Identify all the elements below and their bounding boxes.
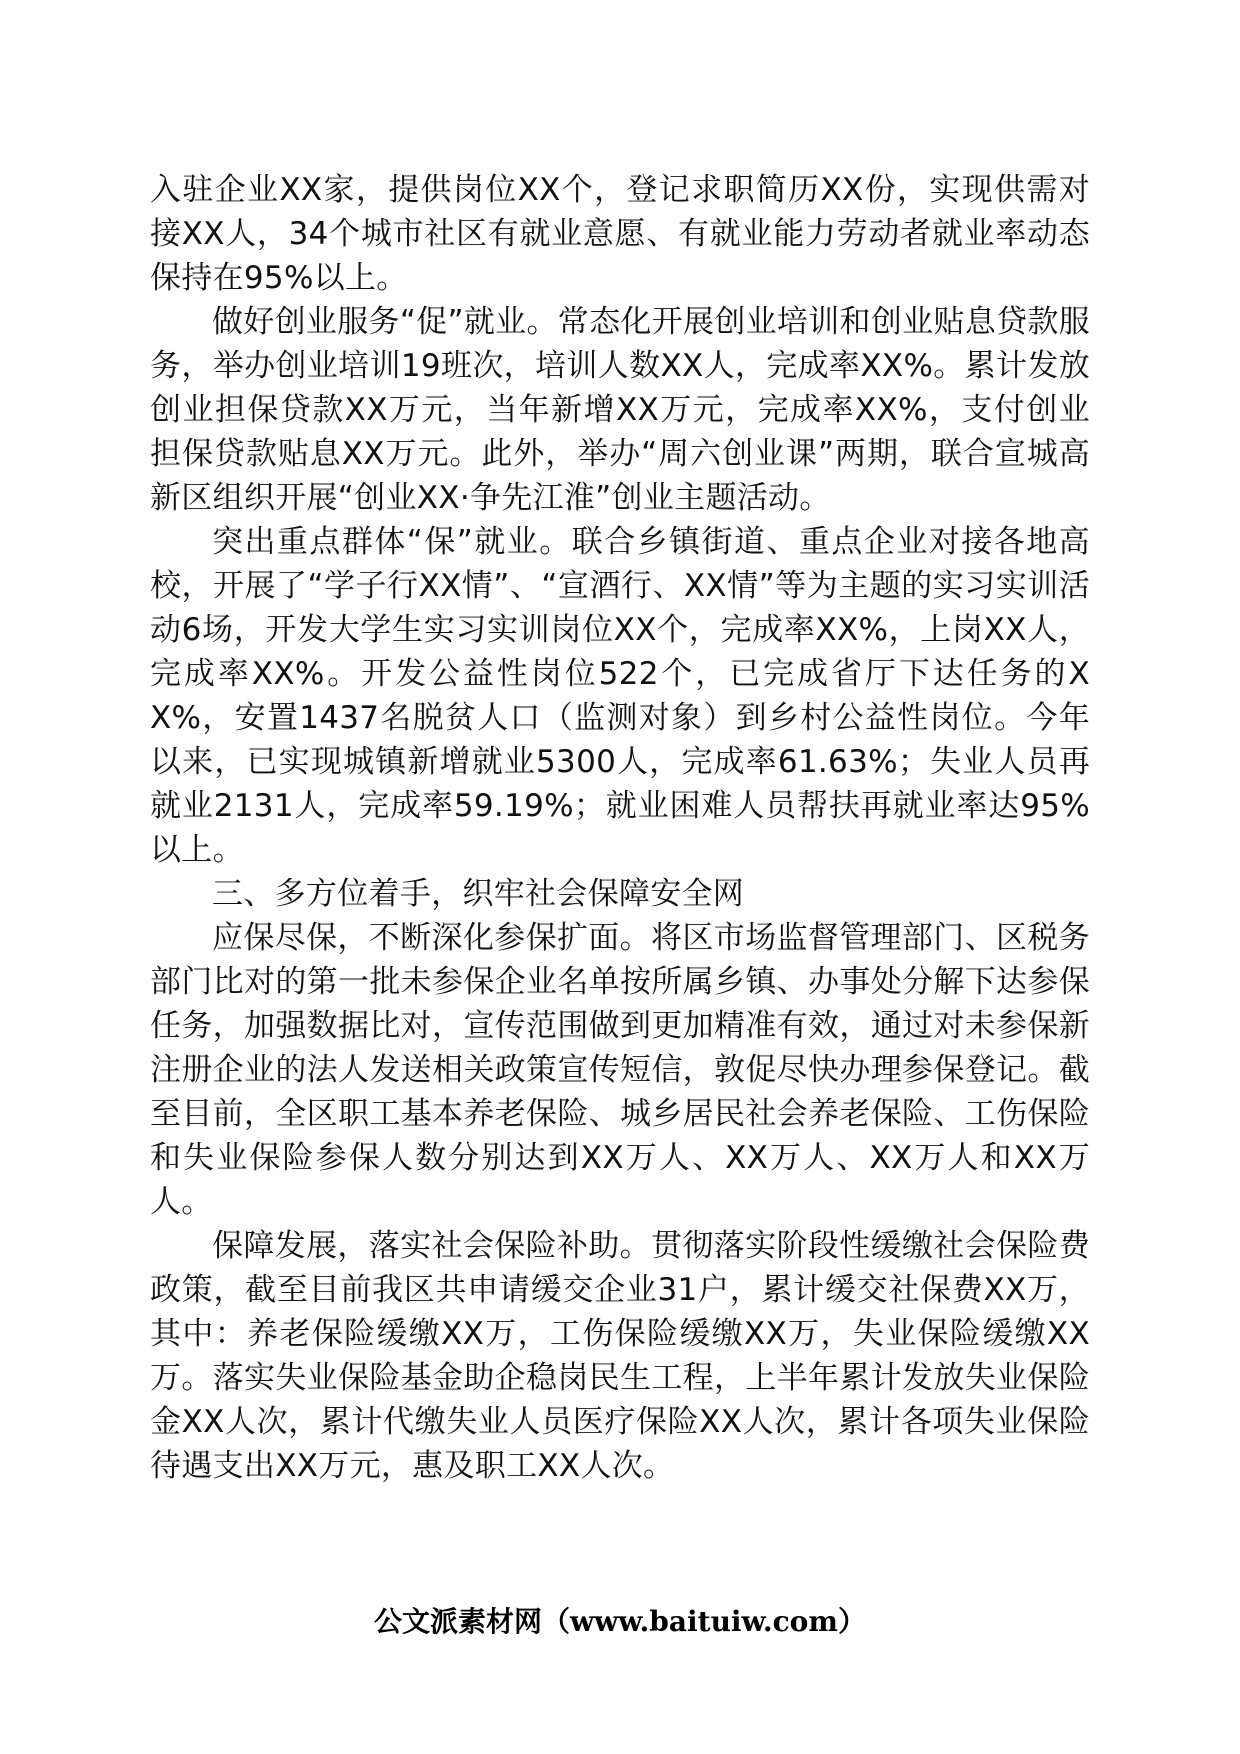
document-body bbox=[150, 168, 1090, 1488]
paragraph-entrepreneurship-service: 做好创业服务“促”就业。常态化开展创业培训和创业贴息贷款服务，举办创业培训19班次，培训人数XX人，完成率XX%。累计发放创业担保贷款XX万元，当年新增XX万元，完成率XX%，支付创业担保贷款贴息XX万元。此外，举办“周六创业课”两期，联合宣城高新区组织开展“创业XX·争先江淮”创业主题活动。 bbox=[150, 304, 1090, 516]
paragraph-insurance-subsidy: 保障发展，落实社会保险补助。贯彻落实阶段性缓缴社会保险费政策，截至目前我区共申请缓交企业31户，累计缓交社保费XX万，其中：养老保险缓缴XX万，工伤保险缓缴XX万，失业保险缓缴XX万。落实失业保险基金助企稳岗民生工程，上半年累计发放失业保险金XX人次，累计代缴失业人员医疗保险XX人次，累计各项失业保险待遇支出XX万元，惠及职工XX人次。 bbox=[150, 1228, 1090, 1484]
section-heading-social-security: 三、多方位着手，织牢社会保障安全网 bbox=[212, 876, 745, 912]
paragraph-continuation: 入驻企业XX家，提供岗位XX个，登记求职简历XX份，实现供需对接XX人，34个城市社区有就业意愿、有就业能力劳动者就业率动态保持在95%以上。 bbox=[150, 172, 1090, 296]
paragraph-insurance-coverage: 应保尽保，不断深化参保扩面。将区市场监督管理部门、区税务部门比对的第一批未参保企业名单按所属乡镇、办事处分解下达参保任务，加强数据比对，宣传范围做到更加精准有效，通过对未参保新注册企业的法人发送相关政策宣传短信，敦促尽快办理参保登记。截至目前，全区职工基本养老保险、城乡居民社会养老保险、工伤保险和失业保险参保人数分别达到XX万人、XX万人、XX万人和XX万人。 bbox=[150, 920, 1090, 1220]
footer-watermark: 公文派素材网（www.baituiw.com） bbox=[374, 1605, 866, 1638]
paragraph-key-groups-employment: 突出重点群体“保”就业。联合乡镇街道、重点企业对接各地高校，开展了“学子行XX情”、“宣酒行、XX情”等为主题的实习实训活动6场，开发大学生实习实训岗位XX个，完成率XX%，上岗XX人，完成率XX%。开发公益性岗位522个，已完成省厅下达任务的XX%，安置1437名脱贫人口（监测对象）到乡村公益性岗位。今年以来，已实现城镇新增就业5300人，完成率61.63%；失业人员再就业2131人，完成率59.19%；就业困难人员帮扶再就业率达95%以上。 bbox=[150, 524, 1090, 868]
